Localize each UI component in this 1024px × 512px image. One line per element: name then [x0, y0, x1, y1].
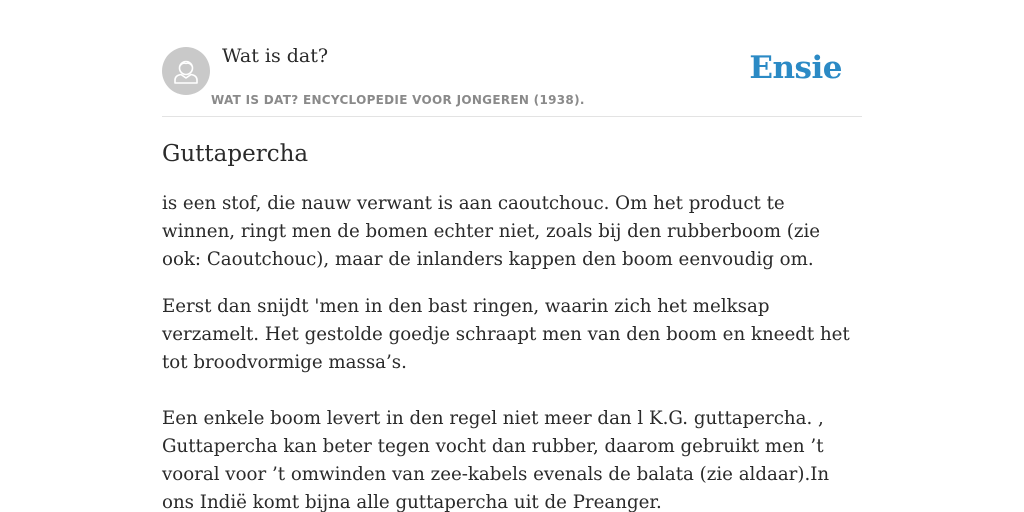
avatar[interactable] — [162, 47, 210, 95]
article-paragraph: is een stof, die nauw verwant is aan caoutchouc. Om het product te winnen, ringt men de bomen echter niet, zoals bij den rubberboom (zie ook: Caoutchouc), maar de inlanders kappen den boom eenvoudig om. — [162, 193, 821, 270]
user-icon — [162, 47, 210, 95]
article-title: Guttapercha — [162, 141, 309, 167]
article-paragraph: Eerst dan snijdt 'men in den bast ringen, waarin zich het melksap verzamelt. Het gestolde goedje schraapt men van den boom en kneedt het tot broodvormige massa’s. — [162, 296, 850, 373]
article-paragraph: Een enkele boom levert in den regel niet meer dan l K.G. guttapercha. , Guttapercha kan beter tegen vocht dan rubber, daarom gebruikt men ’t vooral voor ’t omwinden van zee-kabels evenals de balata (zie aldaar).In ons Indië komt bijna alle guttapercha uit de Preanger. — [162, 408, 830, 512]
source-title[interactable]: Wat is dat? — [222, 45, 329, 67]
source-header — [162, 0, 862, 117]
article — [162, 138, 862, 512]
source-subtitle: WAT IS DAT? ENCYCLOPEDIE VOOR JONGEREN (1938). — [211, 93, 585, 107]
ensie-logo[interactable]: Ensie — [749, 50, 842, 86]
